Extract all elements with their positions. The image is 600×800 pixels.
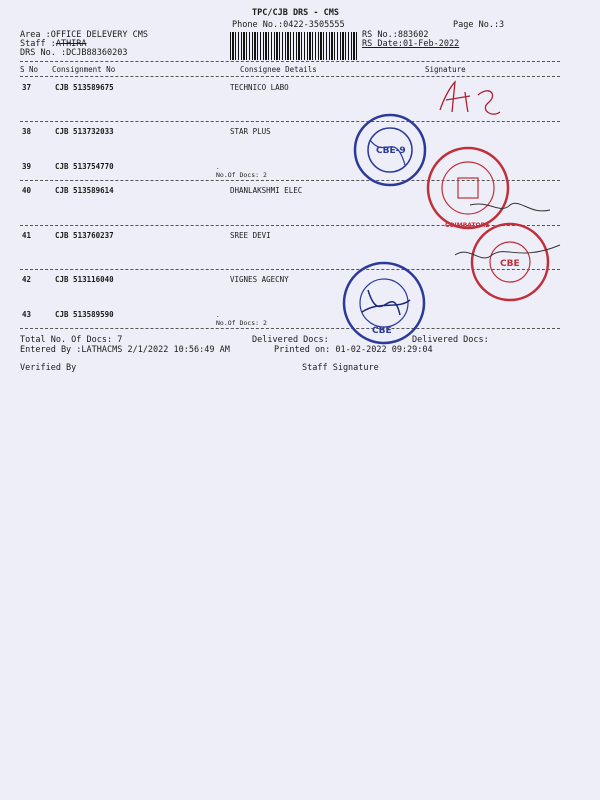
row-note-dot: . <box>216 164 220 171</box>
row-consignee: STAR PLUS <box>230 127 271 136</box>
star-plus-stamp <box>355 115 425 185</box>
dhanalakshmi-stamp <box>428 148 550 229</box>
verified-by: Verified By <box>20 363 77 373</box>
stamp-center-text: CBE <box>500 259 520 269</box>
row-consignment: CJB 513589614 <box>55 186 114 195</box>
stamp-center-text: CBE-9 <box>376 146 406 156</box>
row-sno: 37 <box>22 83 32 92</box>
row-consignment: CJB 513116040 <box>55 275 114 284</box>
row-consignee: SREE DEVI <box>230 231 271 240</box>
printed-on: Printed on: 01-02-2022 09:29:04 <box>274 345 433 355</box>
row-consignment: CJB 513760237 <box>55 231 114 240</box>
undelivered-docs: Delivered Docs: <box>412 335 489 345</box>
phone-number: Phone No.:0422-3505555 <box>232 20 345 30</box>
row-sno: 38 <box>22 127 32 136</box>
column-signature: Signature <box>425 65 466 74</box>
column-sno: S No <box>20 65 39 74</box>
staff-name: ATHIRA <box>55 39 87 49</box>
row-note-dot: . <box>216 312 220 319</box>
row-docs-count: No.Of Docs: 2 <box>216 319 267 327</box>
row-consignment: CJB 513589675 <box>55 83 114 92</box>
row-consignment: CJB 513754770 <box>55 162 114 171</box>
rs-date: RS Date:01-Feb-2022 <box>362 39 460 49</box>
row-docs-count: No.Of Docs: 2 <box>216 171 267 179</box>
column-consignee: Consignee Details <box>240 65 317 74</box>
row-sno: 41 <box>22 231 32 240</box>
drs-number: DCJB88360203 <box>66 48 128 58</box>
row-consignee: VIGNES AGECNY <box>230 275 289 284</box>
staff-label: Staff : <box>20 39 56 49</box>
entered-by: Entered By :LATHACMS 2/1/2022 10:56:49 AM <box>20 345 230 355</box>
staff-signature-label: Staff Signature <box>302 363 379 373</box>
vignesh-agency-stamp <box>344 263 424 343</box>
handwritten-signature <box>440 82 500 114</box>
drs-label: DRS No. : <box>20 48 67 58</box>
document-title: TPC/CJB DRS - CMS <box>252 8 339 18</box>
sree-devi-stamp <box>455 224 560 300</box>
row-sno: 39 <box>22 162 32 171</box>
rs-number: RS No.:883602 <box>362 30 429 40</box>
page-number: Page No.:3 <box>453 20 505 30</box>
row-sno: 40 <box>22 186 32 195</box>
stamp-center-text: CBE <box>372 326 392 336</box>
column-consignment: Consignment No <box>52 65 116 74</box>
row-consignee: TECHNICO LABO <box>230 83 289 92</box>
stamp-city-text: COIMBATORE <box>445 222 490 229</box>
area-label: Area :OFFICE DELEVERY CMS <box>20 30 148 40</box>
row-consignee: DHANLAKSHMI ELEC <box>230 186 303 195</box>
delivered-docs: Delivered Docs: <box>252 335 329 345</box>
row-consignment: CJB 513732033 <box>55 127 114 136</box>
row-sno: 42 <box>22 275 32 284</box>
total-docs: Total No. Of Docs: 7 <box>20 335 123 345</box>
row-consignment: CJB 513589590 <box>55 310 114 319</box>
row-sno: 43 <box>22 310 32 319</box>
